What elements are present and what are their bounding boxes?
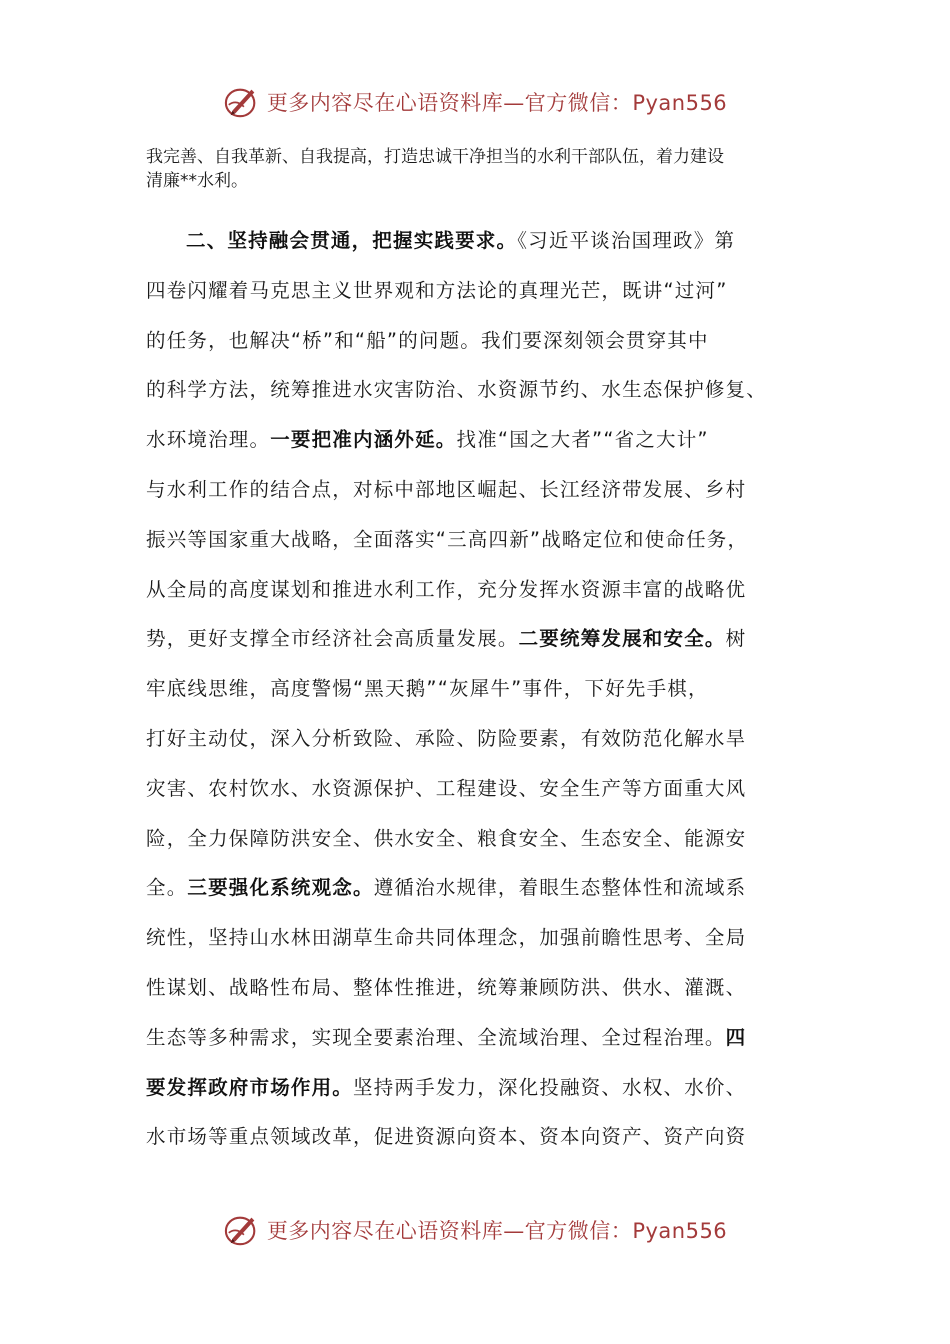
text-line: 险，全力保障防洪安全、供水安全、粮食安全、生态安全、能源安	[146, 826, 747, 850]
text-line: 我完善、自我革新、自我提高，打造忠诚干净担当的水利干部队伍，着力建设	[146, 147, 724, 167]
text-line: 四卷闪耀着马克思主义世界观和方法论的真理光芒，既讲“过河”	[146, 278, 728, 302]
banner-text: 更多内容尽在心语资料库—官方微信：Pyan556	[266, 1219, 728, 1243]
bold-point: 要发挥政府市场作用。	[146, 1075, 354, 1099]
text-line: 生态等多种需求，实现全要素治理、全流域治理、全过程治理。四	[146, 1025, 747, 1049]
bold-point: 三要强化系统观念。	[187, 876, 374, 900]
body-paragraph	[146, 216, 836, 1162]
bold-point: 一要把准内涵外延。	[270, 428, 457, 452]
intro-paragraph	[146, 145, 826, 193]
text-line: 清廉**水利。	[146, 171, 248, 191]
text-line: 振兴等国家重大战略，全面落实“三高四新”战略定位和使命任务，	[146, 527, 749, 551]
text-line: 二、坚持融会贯通，把握实践要求。《习近平谈治国理政》第	[186, 229, 736, 252]
banner-text: 更多内容尽在心语资料库—官方微信：Pyan556	[266, 91, 728, 115]
section-heading: 二、坚持融会贯通，把握实践要求。	[186, 229, 518, 252]
text-line: 水环境治理。一要把准内涵外延。找准“国之大者”“省之大计”	[146, 428, 709, 452]
text-line: 势，更好支撑全市经济社会高质量发展。二要统筹发展和安全。树	[146, 627, 747, 651]
text-line: 的任务，也解决“桥”和“船”的问题。我们要深刻领会贯穿其中	[146, 328, 709, 352]
pen-logo-icon	[223, 84, 261, 120]
text-line: 性谋划、战略性布局、整体性推进，统筹兼顾防洪、供水、灌溉、	[146, 975, 747, 999]
text-line: 牢底线思维，高度警惕“黑天鹅”“灰犀牛”事件，下好先手棋，	[146, 677, 709, 701]
text-line: 灾害、农村饮水、水资源保护、工程建设、安全生产等方面重大风	[146, 776, 747, 800]
bold-point: 四	[725, 1025, 747, 1049]
header-banner	[0, 82, 950, 122]
text-line: 与水利工作的结合点，对标中部地区崛起、长江经济带发展、乡村	[146, 477, 747, 501]
text-line: 水市场等重点领域改革，促进资源向资本、资本向资产、资产向资	[146, 1125, 747, 1149]
bold-point: 二要统筹发展和安全。	[518, 627, 726, 651]
text-line: 从全局的高度谋划和推进水利工作，充分发挥水资源丰富的战略优	[146, 577, 747, 601]
text-line: 打好主动仗，深入分析致险、承险、防险要素，有效防范化解水旱	[146, 726, 747, 750]
text-line: 全。三要强化系统观念。遵循治水规律，着眼生态整体性和流域系	[146, 876, 747, 900]
footer-banner	[0, 1210, 950, 1250]
pen-logo-icon	[223, 1212, 261, 1248]
text-line: 统性，坚持山水林田湖草生命共同体理念，加强前瞻性思考、全局	[146, 926, 747, 950]
text-line: 的科学方法，统筹推进水灾害防治、水资源节约、水生态保护修复、	[146, 378, 768, 402]
text-line: 要发挥政府市场作用。坚持两手发力，深化投融资、水权、水价、	[146, 1075, 747, 1099]
